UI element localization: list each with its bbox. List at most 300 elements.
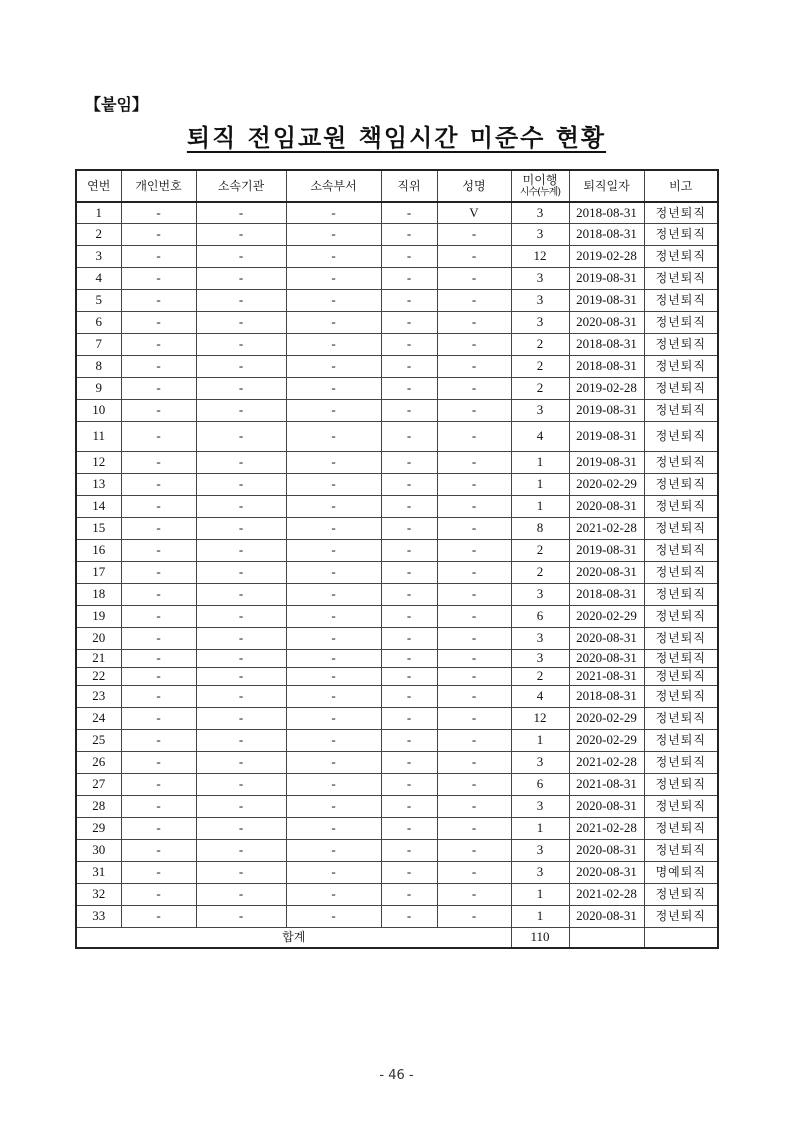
- name-cell: -: [437, 861, 511, 883]
- table-row: [76, 667, 718, 685]
- row-number-cell: 20: [76, 627, 121, 649]
- institution-cell: -: [196, 473, 286, 495]
- remark-cell: 정년퇴직: [644, 627, 718, 649]
- table-row: [76, 751, 718, 773]
- institution-cell: -: [196, 267, 286, 289]
- unfulfilled-hours-cell: 12: [511, 245, 569, 267]
- institution-cell: -: [196, 495, 286, 517]
- table-row: [76, 883, 718, 905]
- retirement-date-cell: 2018-08-31: [569, 223, 644, 245]
- position-cell: -: [381, 517, 437, 539]
- position-cell: -: [381, 561, 437, 583]
- row-number-cell: 33: [76, 905, 121, 927]
- institution-cell: -: [196, 667, 286, 685]
- unfulfilled-hours-cell: 1: [511, 817, 569, 839]
- remark-cell: 정년퇴직: [644, 649, 718, 667]
- row-number-cell: 23: [76, 685, 121, 707]
- retirement-date-cell: 2018-08-31: [569, 685, 644, 707]
- institution-cell: -: [196, 377, 286, 399]
- name-cell: -: [437, 729, 511, 751]
- row-number-cell: 12: [76, 451, 121, 473]
- retirement-date-cell: 2021-02-28: [569, 517, 644, 539]
- retirement-date-cell: 2019-08-31: [569, 421, 644, 451]
- unfulfilled-hours-cell: 3: [511, 399, 569, 421]
- row-number-cell: 18: [76, 583, 121, 605]
- institution-cell: -: [196, 839, 286, 861]
- department-cell: -: [286, 905, 381, 927]
- remark-cell: 명예퇴직: [644, 861, 718, 883]
- table-row: [76, 627, 718, 649]
- name-cell: -: [437, 561, 511, 583]
- personal-id-cell: -: [121, 627, 196, 649]
- position-cell: -: [381, 289, 437, 311]
- remark-cell: 정년퇴직: [644, 729, 718, 751]
- row-number-cell: 19: [76, 605, 121, 627]
- personal-id-cell: -: [121, 333, 196, 355]
- page-title-text: 퇴직 전임교원 책임시간 미준수 현황: [186, 124, 607, 152]
- unfulfilled-hours-cell: 3: [511, 289, 569, 311]
- personal-id-cell: -: [121, 707, 196, 729]
- department-cell: -: [286, 583, 381, 605]
- position-cell: -: [381, 773, 437, 795]
- table-row: [76, 605, 718, 627]
- institution-cell: -: [196, 333, 286, 355]
- remark-cell: 정년퇴직: [644, 223, 718, 245]
- personal-id-cell: -: [121, 245, 196, 267]
- retirement-date-cell: 2019-08-31: [569, 267, 644, 289]
- row-number-cell: 28: [76, 795, 121, 817]
- row-number-cell: 9: [76, 377, 121, 399]
- unfulfilled-hours-cell: 1: [511, 495, 569, 517]
- table-row: [76, 707, 718, 729]
- remark-cell: 정년퇴직: [644, 399, 718, 421]
- table-row: [76, 245, 718, 267]
- remark-cell: 정년퇴직: [644, 773, 718, 795]
- table-row: [76, 861, 718, 883]
- position-cell: -: [381, 202, 437, 223]
- personal-id-cell: -: [121, 773, 196, 795]
- remark-cell: 정년퇴직: [644, 883, 718, 905]
- retirement-date-cell: 2020-08-31: [569, 905, 644, 927]
- unfulfilled-hours-cell: 3: [511, 583, 569, 605]
- unfulfilled-hours-cell: 3: [511, 861, 569, 883]
- retirement-date-cell: 2020-02-29: [569, 473, 644, 495]
- row-number-cell: 11: [76, 421, 121, 451]
- row-number-cell: 29: [76, 817, 121, 839]
- table-row: [76, 333, 718, 355]
- department-cell: -: [286, 355, 381, 377]
- institution-cell: -: [196, 245, 286, 267]
- unfulfilled-hours-cell: 6: [511, 605, 569, 627]
- personal-id-cell: -: [121, 202, 196, 223]
- header-dept: 소속부서: [286, 170, 381, 202]
- table-row: [76, 451, 718, 473]
- row-number-cell: 14: [76, 495, 121, 517]
- remark-cell: 정년퇴직: [644, 605, 718, 627]
- table-row: [76, 495, 718, 517]
- table-row: [76, 473, 718, 495]
- personal-id-cell: -: [121, 421, 196, 451]
- institution-cell: -: [196, 861, 286, 883]
- remark-cell: 정년퇴직: [644, 905, 718, 927]
- department-cell: -: [286, 311, 381, 333]
- personal-id-cell: -: [121, 399, 196, 421]
- unfulfilled-hours-cell: 3: [511, 267, 569, 289]
- position-cell: -: [381, 495, 437, 517]
- personal-id-cell: -: [121, 905, 196, 927]
- remark-cell: 정년퇴직: [644, 421, 718, 451]
- row-number-cell: 31: [76, 861, 121, 883]
- header-hours-line1: 미이행: [522, 172, 558, 187]
- retirement-date-cell: 2020-02-29: [569, 707, 644, 729]
- name-cell: -: [437, 707, 511, 729]
- department-cell: -: [286, 473, 381, 495]
- remark-cell: 정년퇴직: [644, 451, 718, 473]
- department-cell: -: [286, 289, 381, 311]
- unfulfilled-hours-cell: 3: [511, 627, 569, 649]
- department-cell: -: [286, 839, 381, 861]
- remark-cell: 정년퇴직: [644, 751, 718, 773]
- position-cell: -: [381, 377, 437, 399]
- position-cell: -: [381, 707, 437, 729]
- personal-id-cell: -: [121, 355, 196, 377]
- table-row: [76, 795, 718, 817]
- personal-id-cell: -: [121, 451, 196, 473]
- remark-cell: 정년퇴직: [644, 561, 718, 583]
- position-cell: -: [381, 267, 437, 289]
- unfulfilled-hours-cell: 1: [511, 473, 569, 495]
- personal-id-cell: -: [121, 751, 196, 773]
- page-title: [0, 118, 793, 153]
- position-cell: -: [381, 883, 437, 905]
- name-cell: -: [437, 245, 511, 267]
- name-cell: -: [437, 773, 511, 795]
- header-hours-line2: 시수(누계): [519, 186, 561, 198]
- table-row: [76, 377, 718, 399]
- retirement-date-cell: 2019-08-31: [569, 539, 644, 561]
- row-number-cell: 30: [76, 839, 121, 861]
- retirement-date-cell: 2020-08-31: [569, 495, 644, 517]
- position-cell: -: [381, 649, 437, 667]
- table-row: [76, 583, 718, 605]
- header-note: 비고: [644, 170, 718, 202]
- personal-id-cell: -: [121, 667, 196, 685]
- institution-cell: -: [196, 311, 286, 333]
- name-cell: -: [437, 751, 511, 773]
- name-cell: -: [437, 333, 511, 355]
- header-no: 연번: [76, 170, 121, 202]
- department-cell: -: [286, 883, 381, 905]
- total-label: 합계: [76, 927, 511, 948]
- institution-cell: -: [196, 627, 286, 649]
- retired-faculty-table: [75, 169, 719, 949]
- name-cell: -: [437, 539, 511, 561]
- table-row: [76, 421, 718, 451]
- table-row: [76, 267, 718, 289]
- remark-cell: 정년퇴직: [644, 245, 718, 267]
- unfulfilled-hours-cell: 1: [511, 883, 569, 905]
- department-cell: -: [286, 605, 381, 627]
- row-number-cell: 7: [76, 333, 121, 355]
- unfulfilled-hours-cell: 2: [511, 667, 569, 685]
- name-cell: -: [437, 667, 511, 685]
- department-cell: -: [286, 377, 381, 399]
- table-row: [76, 905, 718, 927]
- position-cell: -: [381, 245, 437, 267]
- remark-cell: 정년퇴직: [644, 495, 718, 517]
- unfulfilled-hours-cell: 1: [511, 905, 569, 927]
- institution-cell: -: [196, 649, 286, 667]
- retirement-date-cell: 2019-08-31: [569, 289, 644, 311]
- department-cell: -: [286, 861, 381, 883]
- retirement-date-cell: 2021-02-28: [569, 817, 644, 839]
- personal-id-cell: -: [121, 729, 196, 751]
- institution-cell: -: [196, 583, 286, 605]
- personal-id-cell: -: [121, 561, 196, 583]
- position-cell: -: [381, 751, 437, 773]
- institution-cell: -: [196, 605, 286, 627]
- unfulfilled-hours-cell: 3: [511, 751, 569, 773]
- total-date-empty: [569, 927, 644, 948]
- row-number-cell: 22: [76, 667, 121, 685]
- institution-cell: -: [196, 399, 286, 421]
- table-row: [76, 399, 718, 421]
- remark-cell: 정년퇴직: [644, 289, 718, 311]
- department-cell: -: [286, 399, 381, 421]
- position-cell: -: [381, 451, 437, 473]
- institution-cell: -: [196, 421, 286, 451]
- remark-cell: 정년퇴직: [644, 667, 718, 685]
- unfulfilled-hours-cell: 2: [511, 377, 569, 399]
- personal-id-cell: -: [121, 685, 196, 707]
- table-row: [76, 355, 718, 377]
- personal-id-cell: -: [121, 649, 196, 667]
- personal-id-cell: -: [121, 517, 196, 539]
- institution-cell: -: [196, 729, 286, 751]
- department-cell: -: [286, 245, 381, 267]
- unfulfilled-hours-cell: 2: [511, 355, 569, 377]
- personal-id-cell: -: [121, 605, 196, 627]
- page-number: - 46 -: [379, 1068, 414, 1083]
- institution-cell: -: [196, 355, 286, 377]
- retirement-date-cell: 2021-02-28: [569, 883, 644, 905]
- department-cell: -: [286, 707, 381, 729]
- table-row: [76, 817, 718, 839]
- institution-cell: -: [196, 685, 286, 707]
- remark-cell: 정년퇴직: [644, 311, 718, 333]
- unfulfilled-hours-cell: 3: [511, 795, 569, 817]
- department-cell: -: [286, 649, 381, 667]
- department-cell: -: [286, 729, 381, 751]
- name-cell: -: [437, 377, 511, 399]
- department-cell: -: [286, 539, 381, 561]
- name-cell: V: [437, 202, 511, 223]
- name-cell: -: [437, 905, 511, 927]
- table-row: [76, 311, 718, 333]
- unfulfilled-hours-cell: 3: [511, 223, 569, 245]
- remark-cell: 정년퇴직: [644, 839, 718, 861]
- retirement-date-cell: 2018-08-31: [569, 202, 644, 223]
- institution-cell: -: [196, 517, 286, 539]
- unfulfilled-hours-cell: 3: [511, 649, 569, 667]
- row-number-cell: 27: [76, 773, 121, 795]
- retirement-date-cell: 2018-08-31: [569, 583, 644, 605]
- header-hours: [511, 170, 569, 202]
- row-number-cell: 15: [76, 517, 121, 539]
- row-number-cell: 10: [76, 399, 121, 421]
- unfulfilled-hours-cell: 4: [511, 685, 569, 707]
- department-cell: -: [286, 751, 381, 773]
- unfulfilled-hours-cell: 6: [511, 773, 569, 795]
- position-cell: -: [381, 795, 437, 817]
- personal-id-cell: -: [121, 495, 196, 517]
- personal-id-cell: -: [121, 539, 196, 561]
- institution-cell: -: [196, 707, 286, 729]
- unfulfilled-hours-cell: 2: [511, 539, 569, 561]
- department-cell: -: [286, 451, 381, 473]
- header-date: 퇴직일자: [569, 170, 644, 202]
- unfulfilled-hours-cell: 1: [511, 729, 569, 751]
- table-row: [76, 539, 718, 561]
- position-cell: -: [381, 627, 437, 649]
- personal-id-cell: -: [121, 795, 196, 817]
- remark-cell: 정년퇴직: [644, 202, 718, 223]
- name-cell: -: [437, 355, 511, 377]
- department-cell: -: [286, 817, 381, 839]
- institution-cell: -: [196, 795, 286, 817]
- name-cell: -: [437, 473, 511, 495]
- unfulfilled-hours-cell: 2: [511, 333, 569, 355]
- header-id: 개인번호: [121, 170, 196, 202]
- position-cell: -: [381, 861, 437, 883]
- institution-cell: -: [196, 539, 286, 561]
- name-cell: -: [437, 495, 511, 517]
- retirement-date-cell: 2021-08-31: [569, 667, 644, 685]
- row-number-cell: 25: [76, 729, 121, 751]
- row-number-cell: 26: [76, 751, 121, 773]
- header-name: 성명: [437, 170, 511, 202]
- institution-cell: -: [196, 223, 286, 245]
- table-row: [76, 289, 718, 311]
- remark-cell: 정년퇴직: [644, 539, 718, 561]
- retirement-date-cell: 2021-02-28: [569, 751, 644, 773]
- institution-cell: -: [196, 289, 286, 311]
- retirement-date-cell: 2020-08-31: [569, 839, 644, 861]
- retirement-date-cell: 2020-08-31: [569, 311, 644, 333]
- retirement-date-cell: 2020-08-31: [569, 861, 644, 883]
- attachment-tag: 【붙임】: [85, 95, 148, 114]
- remark-cell: 정년퇴직: [644, 795, 718, 817]
- retirement-date-cell: 2020-02-29: [569, 605, 644, 627]
- name-cell: -: [437, 517, 511, 539]
- department-cell: -: [286, 795, 381, 817]
- position-cell: -: [381, 539, 437, 561]
- personal-id-cell: -: [121, 473, 196, 495]
- total-note-empty: [644, 927, 718, 948]
- table-row: [76, 202, 718, 223]
- row-number-cell: 6: [76, 311, 121, 333]
- remark-cell: 정년퇴직: [644, 707, 718, 729]
- name-cell: -: [437, 627, 511, 649]
- name-cell: -: [437, 311, 511, 333]
- retirement-date-cell: 2019-02-28: [569, 245, 644, 267]
- row-number-cell: 13: [76, 473, 121, 495]
- position-cell: -: [381, 473, 437, 495]
- position-cell: -: [381, 729, 437, 751]
- remark-cell: 정년퇴직: [644, 267, 718, 289]
- position-cell: -: [381, 685, 437, 707]
- institution-cell: -: [196, 905, 286, 927]
- unfulfilled-hours-cell: 4: [511, 421, 569, 451]
- department-cell: -: [286, 773, 381, 795]
- remark-cell: 정년퇴직: [644, 473, 718, 495]
- name-cell: -: [437, 795, 511, 817]
- total-row: [76, 927, 718, 948]
- retirement-date-cell: 2019-08-31: [569, 399, 644, 421]
- position-cell: -: [381, 905, 437, 927]
- retirement-date-cell: 2020-02-29: [569, 729, 644, 751]
- table-row: [76, 839, 718, 861]
- retirement-date-cell: 2018-08-31: [569, 355, 644, 377]
- institution-cell: -: [196, 202, 286, 223]
- institution-cell: -: [196, 561, 286, 583]
- position-cell: -: [381, 839, 437, 861]
- name-cell: -: [437, 883, 511, 905]
- remark-cell: 정년퇴직: [644, 355, 718, 377]
- table-row: [76, 773, 718, 795]
- position-cell: -: [381, 399, 437, 421]
- department-cell: -: [286, 685, 381, 707]
- row-number-cell: 24: [76, 707, 121, 729]
- name-cell: -: [437, 223, 511, 245]
- department-cell: -: [286, 202, 381, 223]
- personal-id-cell: -: [121, 861, 196, 883]
- name-cell: -: [437, 649, 511, 667]
- position-cell: -: [381, 421, 437, 451]
- institution-cell: -: [196, 883, 286, 905]
- department-cell: -: [286, 667, 381, 685]
- name-cell: -: [437, 289, 511, 311]
- total-hours: 110: [511, 927, 569, 948]
- table-header-row: [76, 170, 718, 202]
- personal-id-cell: -: [121, 883, 196, 905]
- name-cell: -: [437, 839, 511, 861]
- personal-id-cell: -: [121, 311, 196, 333]
- table-row: [76, 223, 718, 245]
- name-cell: -: [437, 817, 511, 839]
- department-cell: -: [286, 333, 381, 355]
- remark-cell: 정년퇴직: [644, 517, 718, 539]
- position-cell: -: [381, 355, 437, 377]
- position-cell: -: [381, 605, 437, 627]
- table-row: [76, 729, 718, 751]
- name-cell: -: [437, 421, 511, 451]
- table-row: [76, 561, 718, 583]
- personal-id-cell: -: [121, 223, 196, 245]
- institution-cell: -: [196, 773, 286, 795]
- retirement-date-cell: 2021-08-31: [569, 773, 644, 795]
- position-cell: -: [381, 817, 437, 839]
- retirement-date-cell: 2018-08-31: [569, 333, 644, 355]
- unfulfilled-hours-cell: 12: [511, 707, 569, 729]
- personal-id-cell: -: [121, 377, 196, 399]
- remark-cell: 정년퇴직: [644, 583, 718, 605]
- header-position: 직위: [381, 170, 437, 202]
- table-row: [76, 649, 718, 667]
- department-cell: -: [286, 561, 381, 583]
- unfulfilled-hours-cell: 8: [511, 517, 569, 539]
- row-number-cell: 5: [76, 289, 121, 311]
